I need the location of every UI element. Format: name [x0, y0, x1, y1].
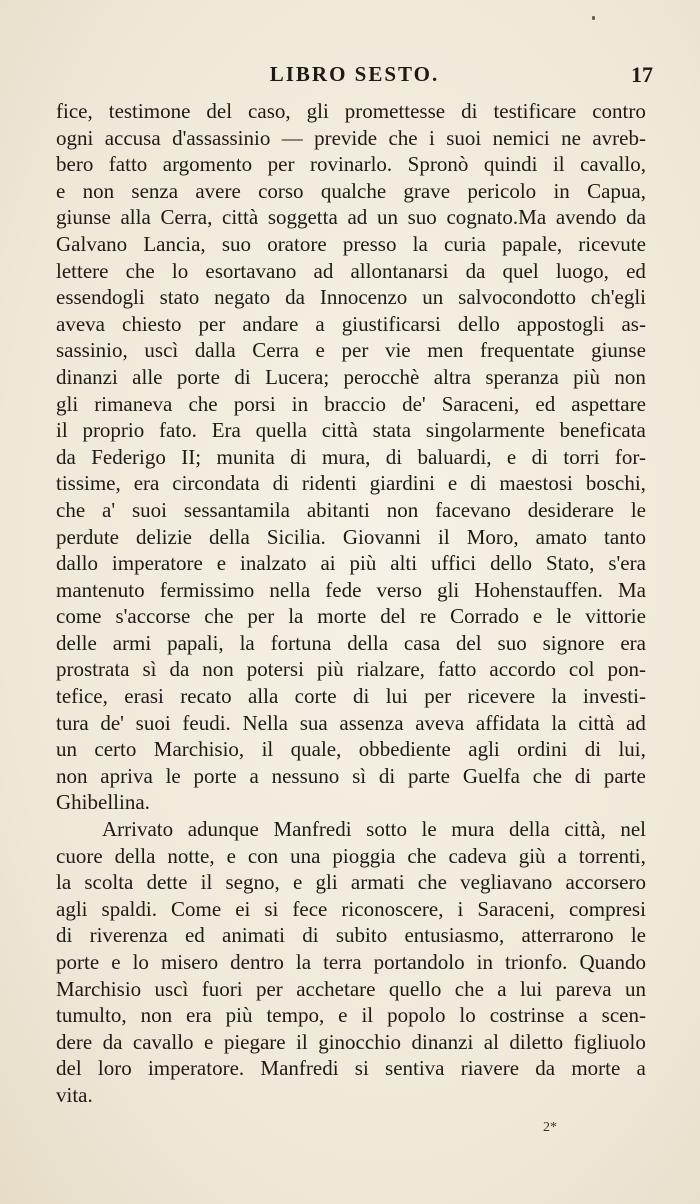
text-line: agli spaldi. Come ei si fece riconoscere, i Saraceni, compresi: [56, 896, 646, 921]
text-line: tefice, erasi recato alla corte di lui per ricevere la investi-: [56, 684, 646, 709]
text-line: ogni accusa d'assassinio — previde che i suoi nemici ne avreb-: [56, 125, 646, 150]
text-line: dere da cavallo e piegare il ginocchio dinanzi al diletto figliuolo: [56, 1029, 646, 1054]
text-line: da Federigo II; munita di mura, di baluardi, e di torri for-: [56, 444, 646, 469]
text-line: cuore della notte, e con una pioggia che cadeva giù a torrenti,: [56, 843, 646, 868]
page-number: 17: [631, 62, 653, 87]
text-line: Marchisio uscì fuori per acchetare quello che a lui pareva un: [56, 976, 646, 1001]
signature-mark: 2*: [543, 1120, 557, 1135]
running-head: [56, 62, 653, 92]
text-line: Galvano Lancia, suo oratore presso la curia papale, ricevute: [56, 231, 646, 256]
text-line: che a' suoi sessantamila abitanti non facevano desiderare le: [56, 497, 646, 522]
text-line: dinanzi alle porte di Lucera; perocchè altra speranza più non: [56, 364, 646, 389]
text-line: fice, testimone del caso, gli promettesse di testificare contro: [56, 99, 646, 123]
text-line: di riverenza ed animati di subito entusiasmo, atterrarono le: [56, 923, 646, 948]
text-line: aveva chiesto per andare a giustificarsi dello appostogli as-: [56, 311, 646, 336]
text-line: porte e lo misero dentro la terra portandolo in trionfo. Quando: [56, 950, 646, 974]
text-line: tissime, era circondata di ridenti giardini e di maestosi boschi,: [56, 471, 646, 496]
text-line: perdute delizie della Sicilia. Giovanni il Moro, amato tanto: [56, 524, 646, 549]
text-line: il proprio fato. Era quella città stata singolarmente beneficata: [56, 418, 646, 443]
text-line: la scolta dette il segno, e gli armati che vegliavano accorsero: [56, 870, 646, 895]
text-line: non apriva le porte a nessuno sì di parte Guelfa che di parte: [56, 763, 646, 788]
text-line: Ghibellina.: [56, 790, 150, 815]
text-line: un certo Marchisio, il quale, obbediente agli ordini di lui,: [56, 737, 646, 762]
text-line: mantenuto fermissimo nella fede verso gli Hohenstauffen. Ma: [56, 577, 646, 602]
text-line: e non senza avere corso qualche grave pericolo in Capua,: [56, 178, 646, 203]
text-line: vita.: [56, 1082, 93, 1107]
text-line: tumulto, non era più tempo, e il popolo lo costrinse a scen-: [56, 1003, 646, 1028]
text-line: come s'accorse che per la morte del re Corrado e le vittorie: [56, 604, 646, 629]
text-line: essendogli stato negato da Innocenzo un salvocondotto ch'egli: [56, 285, 646, 310]
text-line: gli rimaneva che porsi in braccio de' Saraceni, ed aspettare: [56, 391, 646, 416]
text-line: bero fatto argomento per rovinarlo. Spronò quindi il cavallo,: [56, 152, 646, 177]
ink-speck: [592, 16, 595, 20]
text-line: sassinio, uscì dalla Cerra e per vie men frequentate giunse: [56, 338, 646, 363]
text-line: Arrivato adunque Manfredi sotto le mura della città, nel: [102, 817, 646, 842]
text-line: dallo imperatore e inalzato ai più alti uffici dello Stato, s'era: [56, 551, 646, 576]
running-title: LIBRO SESTO.: [269, 62, 440, 86]
body-text: [56, 98, 646, 1109]
text-line: giunse alla Cerra, città soggetta ad un suo cognato.Ma avendo da: [56, 205, 646, 230]
text-line: prostrata sì da non potersi più rialzare, fatto accordo col pon-: [56, 657, 646, 682]
text-line: tura de' suoi feudi. Nella sua assenza aveva affidata la città ad: [56, 710, 646, 735]
text-line: lettere che lo esortavano ad allontanarsi da quel luogo, ed: [56, 258, 646, 283]
text-line: delle armi papali, la fortuna della casa del suo signore era: [56, 630, 646, 655]
text-line: del loro imperatore. Manfredi si sentiva riavere da morte a: [56, 1056, 646, 1081]
